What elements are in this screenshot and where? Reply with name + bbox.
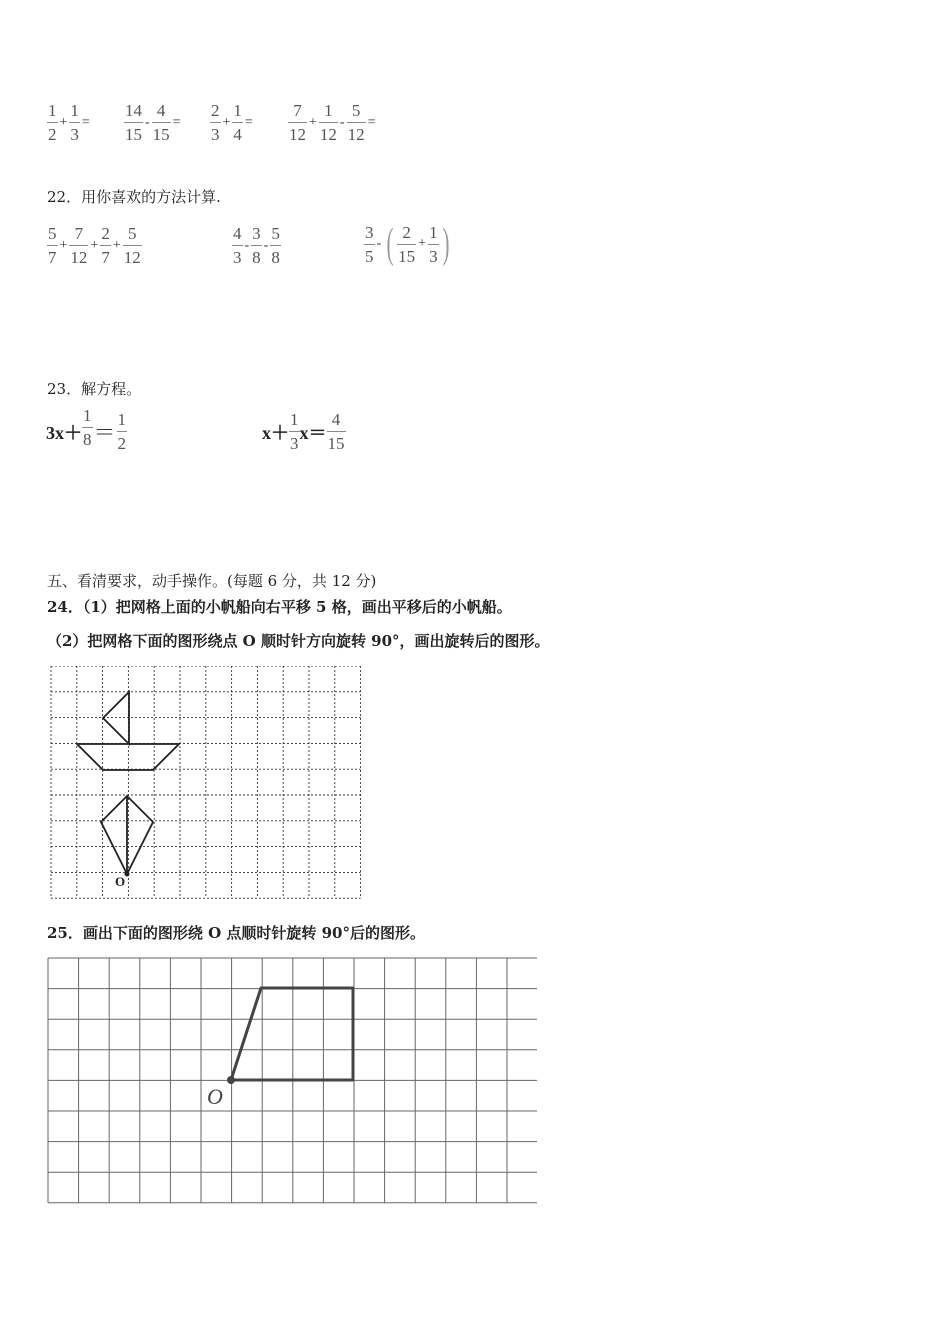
operator: + [90,237,99,253]
operator: - [145,114,150,130]
fraction: $\frac{1}{8}$ [83,406,92,449]
fraction: $\frac{1}{12}$ [319,101,337,144]
fraction: $\frac{1}{3}$ [70,101,79,144]
grid-1-lines [51,666,361,898]
fraction: $\frac{4}{3}$ [233,224,242,267]
point-o [125,872,130,877]
grid-2 [47,957,537,1207]
operator: - [263,237,269,253]
operator: - [339,114,345,130]
fraction: $\frac{2}{15}$ [398,222,416,266]
question-24-part-1: 24．（1）把网格上面的小帆船向右平移 5 格，画出平移后的小帆船。 [47,598,512,616]
point-o [227,1076,235,1084]
operator: - [244,237,250,253]
equation-lhs: 3x＋ [46,422,82,443]
equals-sign: = [244,114,253,130]
equals-sign: = [367,114,376,130]
expr-3 [210,102,255,143]
operator: + [222,114,231,130]
fraction: $\frac{4}{15}$ [152,101,170,144]
fraction: $\frac{3}{5}$ [365,222,374,266]
point-o-label: O [207,1084,223,1109]
operator: + [112,237,121,253]
equation-2 [262,411,346,452]
equation-mid: x＝ [299,422,327,443]
expr-2 [124,102,183,143]
grid-1 [49,666,361,902]
operator: + [418,236,427,251]
left-paren: ( [386,221,394,267]
equation-1 [46,406,127,453]
question-22-title: 22．用你喜欢的方法计算. [47,188,221,206]
fraction: $\frac{5}{7}$ [48,224,57,267]
fraction: $\frac{1}{2}$ [48,101,57,144]
q22-expr-1 [47,225,142,266]
fraction: $\frac{3}{8}$ [252,224,261,267]
equals-sign: ＝ [93,420,116,445]
operator: + [309,114,317,130]
fraction: $\frac{7}{12}$ [289,101,306,144]
question-23-title: 23．解方程。 [47,380,142,398]
equation-lhs: x＋ [262,422,289,443]
fraction: $\frac{1}{2}$ [117,410,127,453]
section-5-title: 五、看清要求，动手操作。(每题 6 分，共 12 分) [47,572,377,590]
q22-expr-3 [364,220,453,268]
fraction: $\frac{1}{4}$ [233,101,242,144]
operator: + [59,114,68,130]
operator: - [376,236,382,251]
question-25-title: 25．画出下面的图形绕 O 点顺时针旋转 90°后的图形。 [47,924,425,942]
point-o-label: O [115,874,126,889]
fraction: $\frac{2}{3}$ [211,101,220,144]
expr-4 [288,102,377,143]
fraction: $\frac{7}{12}$ [70,224,88,267]
fraction: $\frac{14}{15}$ [125,101,142,144]
fraction: $\frac{1}{3}$ [290,410,299,453]
fraction: $\frac{5}{12}$ [347,101,365,144]
fraction: $\frac{1}{3}$ [429,222,438,266]
fraction: $\frac{4}{15}$ [327,410,345,453]
fraction: $\frac{2}{7}$ [101,224,110,267]
expr-1 [47,102,92,143]
equals-sign: = [81,114,90,130]
question-24-part-2: （2）把网格下面的图形绕点 O 顺时针方向旋转 90°，画出旋转后的图形。 [47,632,550,650]
right-paren: ) [442,221,450,267]
fraction: $\frac{5}{8}$ [271,224,280,267]
fraction: $\frac{5}{12}$ [123,224,141,267]
operator: + [59,237,68,253]
trapezoid-shape [231,988,353,1080]
q22-expr-2 [232,225,281,266]
equals-sign: = [172,114,181,130]
